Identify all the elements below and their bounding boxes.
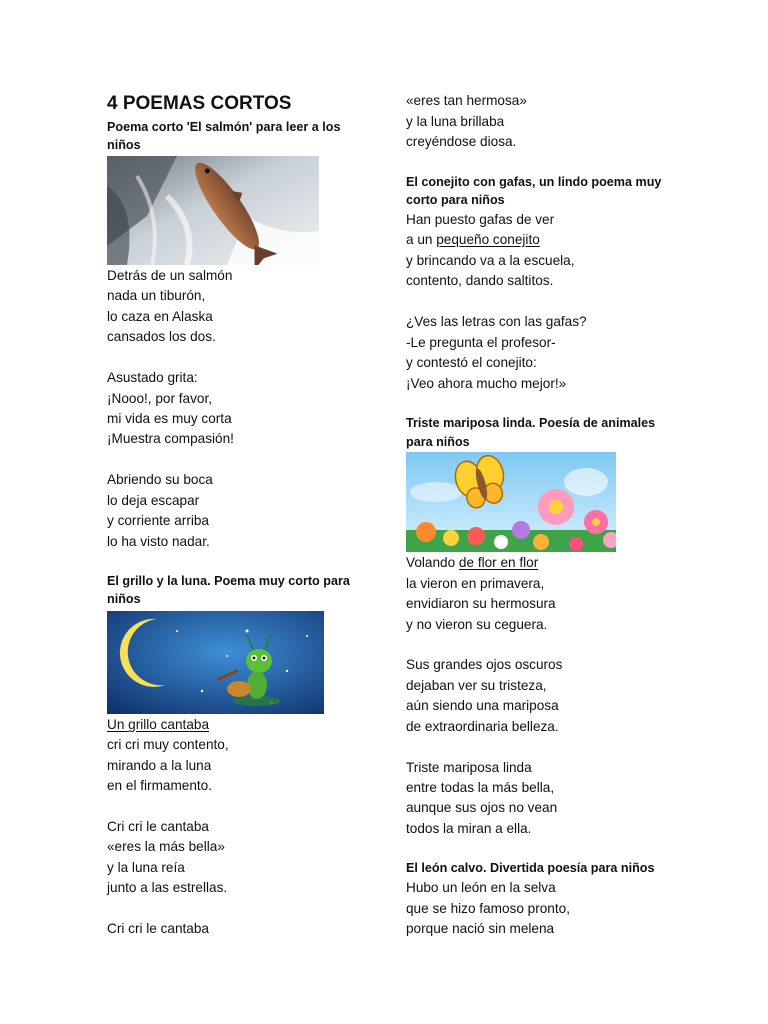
- poem-line: mirando a la luna: [107, 758, 212, 773]
- poem-heading-mariposa-line2: para niños: [406, 435, 470, 449]
- poem-line: Un grillo cantaba: [107, 717, 210, 732]
- poem-line: ¡Veo ahora mucho mejor!»: [406, 376, 567, 391]
- poem-line: [406, 232, 540, 248]
- poem-line: que se hizo famoso pronto,: [406, 901, 570, 916]
- poem-line: Sus grandes ojos oscuros: [406, 657, 563, 672]
- poem-line: aunque sus ojos no vean: [406, 800, 558, 815]
- poem-line: lo deja escapar: [107, 493, 200, 508]
- poem-line: cansados los dos.: [107, 329, 216, 344]
- poem-line: y la luna reía: [107, 860, 185, 875]
- poem-line: y no vieron su ceguera.: [406, 617, 548, 632]
- cricket-moon-image: [107, 611, 324, 714]
- poem-line: entre todas la más bella,: [406, 780, 555, 795]
- underlined-phrase: pequeño conejito: [436, 232, 540, 247]
- poem-heading-salmon-line2: niños: [107, 138, 141, 152]
- salmon-image: [107, 156, 319, 265]
- poem-line: junto a las estrellas.: [107, 880, 228, 895]
- poem-line: Abriendo su boca: [107, 472, 213, 487]
- poem-line: y corriente arriba: [107, 513, 209, 528]
- poem-line: y contestó el conejito:: [406, 355, 537, 370]
- poem-line: Asustado grita:: [107, 370, 198, 385]
- poem-line: y brincando va a la escuela,: [406, 253, 575, 268]
- poem-line: Triste mariposa linda: [406, 760, 532, 775]
- poem-line: de extraordinaria belleza.: [406, 719, 559, 734]
- poem-line: Hubo un león en la selva: [406, 880, 556, 895]
- poem-line: envidiaron su hermosura: [406, 596, 556, 611]
- page-title: 4 POEMAS CORTOS: [107, 93, 292, 114]
- poem-heading-conejito-line2: corto para niños: [406, 193, 505, 207]
- poem-line: todos la miran a ella.: [406, 821, 532, 836]
- poem-line: lo ha visto nadar.: [107, 534, 210, 549]
- poem-line: contento, dando saltitos.: [406, 273, 554, 288]
- poem-line: cri cri muy contento,: [107, 737, 229, 752]
- poem-line: y la luna brillaba: [406, 114, 505, 129]
- poem-line: -Le pregunta el profesor-: [406, 335, 556, 350]
- butterfly-flowers-image: [406, 452, 616, 552]
- poem-heading-grillo-line2: niños: [107, 592, 141, 606]
- poem-line: porque nació sin melena: [406, 921, 555, 936]
- poem-line: «eres la más bella»: [107, 839, 225, 854]
- poem-line: mi vida es muy corta: [107, 411, 232, 426]
- poem-line-text: Volando: [406, 555, 459, 570]
- poem-line: ¡Muestra compasión!: [107, 431, 234, 446]
- poem-heading-conejito-line1: El conejito con gafas, un lindo poema muy: [406, 175, 662, 189]
- poem-line: nada un tiburón,: [107, 288, 206, 303]
- poem-heading-grillo-line1: El grillo y la luna. Poema muy corto para: [107, 574, 350, 588]
- poem-line: ¡Nooo!, por favor,: [107, 391, 213, 406]
- poem-line: en el firmamento.: [107, 778, 213, 793]
- poem-line: la vieron en primavera,: [406, 576, 545, 591]
- poem-line: Han puesto gafas de ver: [406, 212, 555, 227]
- poem-line: ¿Ves las letras con las gafas?: [406, 314, 587, 329]
- poem-line: aún siendo una mariposa: [406, 698, 559, 713]
- poem-line: creyéndose diosa.: [406, 134, 517, 149]
- underlined-phrase: de flor en flor: [458, 555, 539, 570]
- poem-line-text: a un: [406, 232, 437, 247]
- poem-line: Cri cri le cantaba: [107, 921, 209, 936]
- poem-line: Cri cri le cantaba: [107, 819, 209, 834]
- poem-line: Detrás de un salmón: [107, 268, 233, 283]
- poem-line: «eres tan hermosa»: [406, 93, 527, 108]
- poem-line: dejaban ver su tristeza,: [406, 678, 547, 693]
- poem-heading-mariposa-line1: Triste mariposa linda. Poesía de animales: [406, 416, 656, 430]
- poem-line: [406, 555, 538, 571]
- poem-heading-leon: El león calvo. Divertida poesía para niños: [406, 861, 655, 875]
- poem-line: lo caza en Alaska: [107, 309, 213, 324]
- poem-heading-salmon-line1: Poema corto 'El salmón' para leer a los: [107, 120, 341, 134]
